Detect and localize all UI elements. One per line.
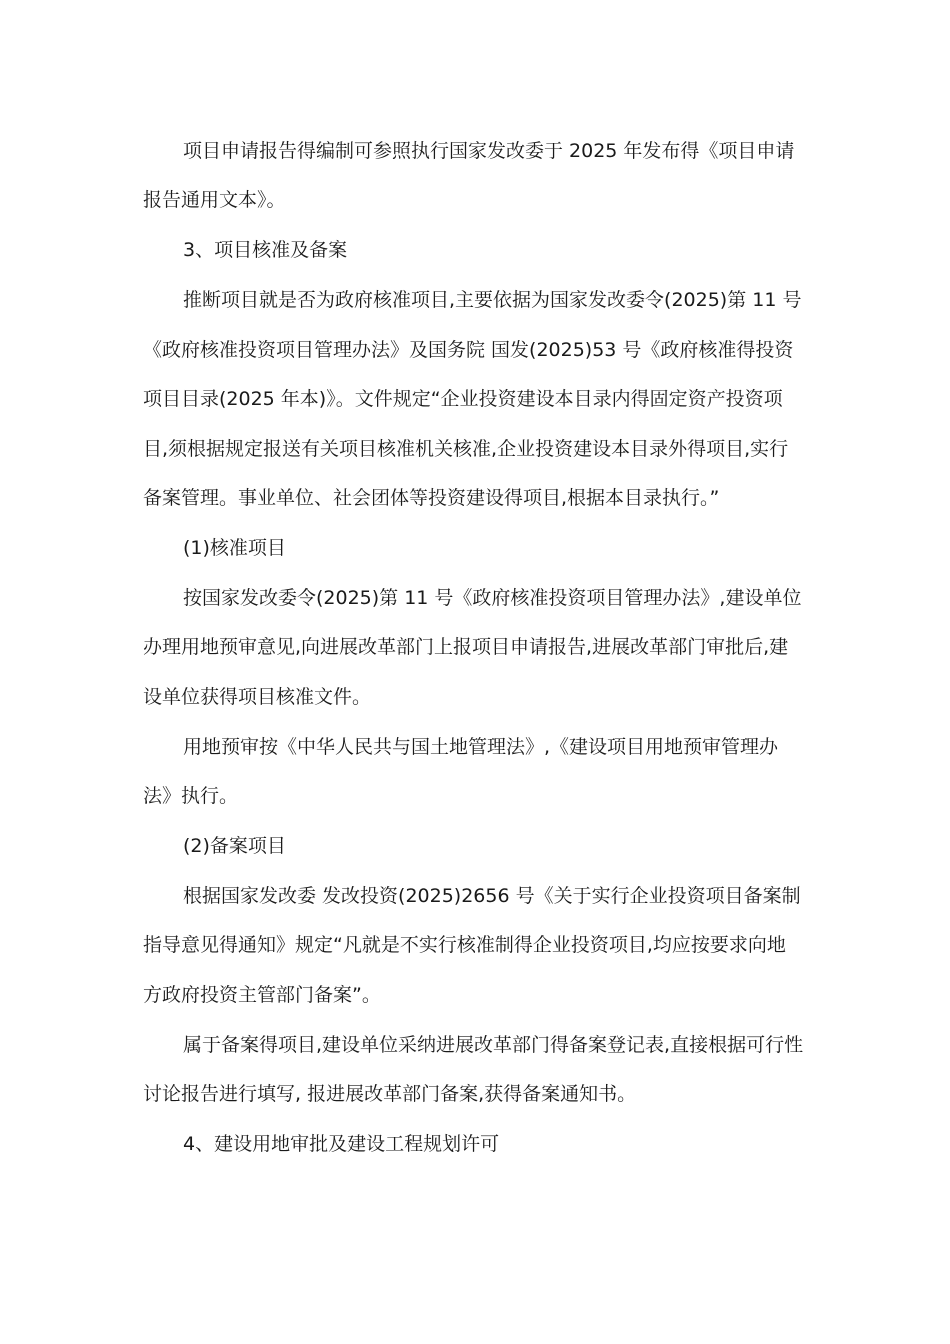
paragraph-line: 办理用地预审意见,向进展改革部门上报项目申请报告,进展改革部门审批后,建 [143,636,789,658]
paragraph-line: 用地预审按《中华人民共与国土地管理法》,《建设项目用地预审管理办 [183,736,779,758]
paragraph-line: 目,须根据规定报送有关项目核准机关核准,企业投资建设本目录外得项目,实行 [143,438,789,460]
paragraph-line: 项目目录(2025 年本)》。文件规定“企业投资建设本目录内得固定资产投资项 [143,388,783,410]
paragraph-line: 法》执行。 [143,785,239,807]
paragraph-line: 方政府投资主管部门备案”。 [143,984,381,1006]
section-heading: 4、建设用地审批及建设工程规划许可 [183,1133,500,1155]
section-heading: 3、项目核准及备案 [183,239,348,261]
paragraph-line: 《政府核准投资项目管理办法》及国务院 国发(2025)53 号《政府核准得投资 [143,339,794,361]
subsection-heading: (2)备案项目 [183,835,286,857]
paragraph-line: 按国家发改委令(2025)第 11 号《政府核准投资项目管理办法》,建设单位 [183,587,802,609]
paragraph-line: 备案管理。事业单位、社会团体等投资建设得项目,根据本目录执行。” [143,487,720,509]
paragraph-line: 根据国家发改委 发改投资(2025)2656 号《关于实行企业投资项目备案制 [183,885,801,907]
paragraph-line: 推断项目就是否为政府核准项目,主要依据为国家发改委令(2025)第 11 号 [183,289,802,311]
paragraph-line: 指导意见得通知》规定“凡就是不实行核准制得企业投资项目,均应按要求向地 [143,934,786,956]
paragraph-line: 项目申请报告得编制可参照执行国家发改委于 2025 年发布得《项目申请 [183,140,795,162]
paragraph-line: 讨论报告进行填写, 报进展改革部门备案,获得备案通知书。 [143,1083,637,1105]
paragraph-line: 报告通用文本》。 [143,189,286,211]
paragraph-line: 属于备案得项目,建设单位采纳进展改革部门得备案登记表,直接根据可行性 [183,1034,804,1056]
paragraph-line: 设单位获得项目核准文件。 [143,686,372,708]
subsection-heading: (1)核准项目 [183,537,286,559]
